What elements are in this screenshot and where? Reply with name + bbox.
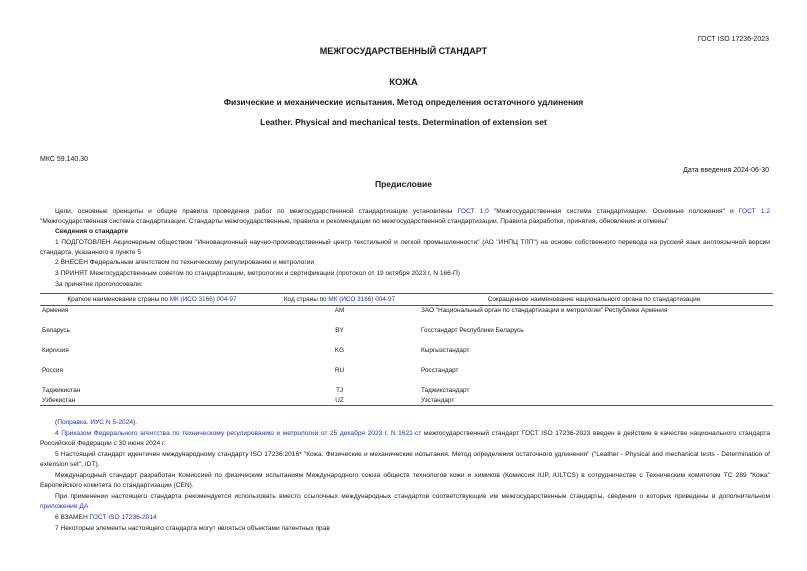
subtitle-english: Leather. Physical and mechanical tests. Determination of extension set (260, 117, 547, 127)
order-link[interactable]: 4 Приказом Федерального агентства по техническому регулированию и метрологии от 25 декабря 2023 г. N 1621-ст (55, 430, 422, 437)
introduction-date: Дата введения 2024-06-30 (683, 167, 769, 174)
goals-paragraph: Цели, основные принципы и общие правила проведения работ по межгосударственной стандартизации установлены ГОСТ 1.0 "Межгосударственная система стандартизации. Основные положения" и ГОСТ 1.2 "Межгосударственная система стандартизации. Стандарты межгосударственные, правила и рекомендации по межгосударственной стандартизации. Правила разработки, принятия, обновления и отмены" (40, 208, 770, 225)
table-row: Россия RU Росстандарт (42, 366, 459, 374)
application-paragraph: При применении настоящего стандарта рекомендуется использовать вместо ссылочных международных стандартов соответствующие им межгосударственные стандарты, сведения о которых приведены в дополнительном приложении ДА (40, 493, 770, 510)
developer-paragraph: Международный стандарт разработан Комиссией по физическим испытаниям Международного союза обществ технологов кожи и химиков (Комиссия IUP, IULTCS) в сотрудничестве с Техническим комитетом ТС 289 "Кожа" Европейского комитета по стандартизации (CEN). (40, 472, 770, 489)
voted-label: За принятие проголосовали: (55, 281, 143, 288)
table-row: Армения AM ЗАО "Национальный орган по стандартизации и метрологии" Республики Армения (42, 307, 668, 314)
standard-type-heading: МЕЖГОСУДАРСТВЕННЫЙ СТАНДАРТ (319, 46, 488, 56)
subtitle-russian: Физические и механические испытания. Метод определения остаточного удлинения (223, 97, 584, 107)
gost-iso-17236-2014-link[interactable]: ГОСТ ISO 17236-2014 (89, 514, 157, 521)
info-heading: Сведения о стандарте (55, 228, 129, 235)
mk-iso-3166-link[interactable]: МК (ИСО 3166) 004-97 (328, 296, 396, 303)
country-code-header: Код страны по МК (ИСО 3166) 004-97 (264, 294, 415, 306)
item-7-patents: 7 Некоторые элементы настоящего стандарта могут являться объектами патентных прав (55, 525, 330, 532)
item-1-prepared: 1 ПОДГОТОВЛЕН Акционерным обществом "Инновационный научно-производственный центр текстильной и легкой промышленности" (АО "ИНПЦ ТЛП") на основе собственного перевода на русский язык англоязычной версии стандарта, указанного в пункте 5 (40, 239, 770, 256)
country-name-header: Краткое наименование страны по МК (ИСО 3166) 004-97 (40, 294, 264, 306)
item-4-order: 4 Приказом Федерального агентства по техническому регулированию и метрологии от 25 декабря 2023 г. N 1621-ст межгосударственный стандарт ГОСТ ISO 17236-2023 введен в действие в качестве национального стандарта Российской Федерации с 30 июня 2024 г. (40, 430, 770, 447)
amendment-link[interactable]: Поправка. ИУС N 5-2024 (57, 419, 134, 426)
document-title: КОЖА (389, 77, 418, 88)
table-row: Таджикистан TJ Таджикстандарт (42, 386, 470, 394)
item-3-adopted: 3 ПРИНЯТ Межгосударственным советом по стандартизации, метрологии и сертификации (протокол от 19 октября 2023 г. N 166-П) (55, 270, 460, 277)
item-5-identical: 5 Настоящий стандарт идентичен международному стандарту ISO 17236:2016* "Кожа. Физические и механические испытания. Метод определения остаточного удлинения" ("Leather - Physical and mechanical tests - Determination of extension set", IDT). (40, 451, 770, 468)
item-2-submitted: 2 ВНЕСЕН Федеральным агентством по техническому регулированию и метрологии (55, 259, 315, 266)
preface-heading: Предисловие (374, 179, 433, 189)
voting-states-table (40, 293, 773, 406)
appendix-da-link[interactable]: приложении ДА (40, 502, 89, 510)
table-header-row (40, 294, 773, 306)
table-row: Киргизия KG Кыргызстандарт (42, 346, 470, 354)
national-body-header: Сокращенное наименование национального органа по стандартизации (415, 294, 773, 306)
amendment-note: (Поправка. ИУС N 5-2024). (55, 419, 138, 426)
gost-1-2-link[interactable]: ГОСТ 1.2 (738, 208, 770, 215)
mk-iso-3166-link[interactable]: МК (ИСО 3166) 004-97 (169, 296, 237, 303)
document-code: ГОСТ ISO 17236-2023 (697, 36, 769, 43)
mks-code: МКС 59.140.30 (40, 156, 88, 163)
table-row: Беларусь BY Госстандарт Республики Беларусь (42, 326, 524, 334)
item-6-replaces: 6 ВЗАМЕН ГОСТ ISO 17236-2014 (55, 514, 157, 521)
table-row: Узбекистан UZ Узстандарт (40, 396, 773, 406)
gost-1-0-link[interactable]: ГОСТ 1.0 (457, 208, 489, 215)
